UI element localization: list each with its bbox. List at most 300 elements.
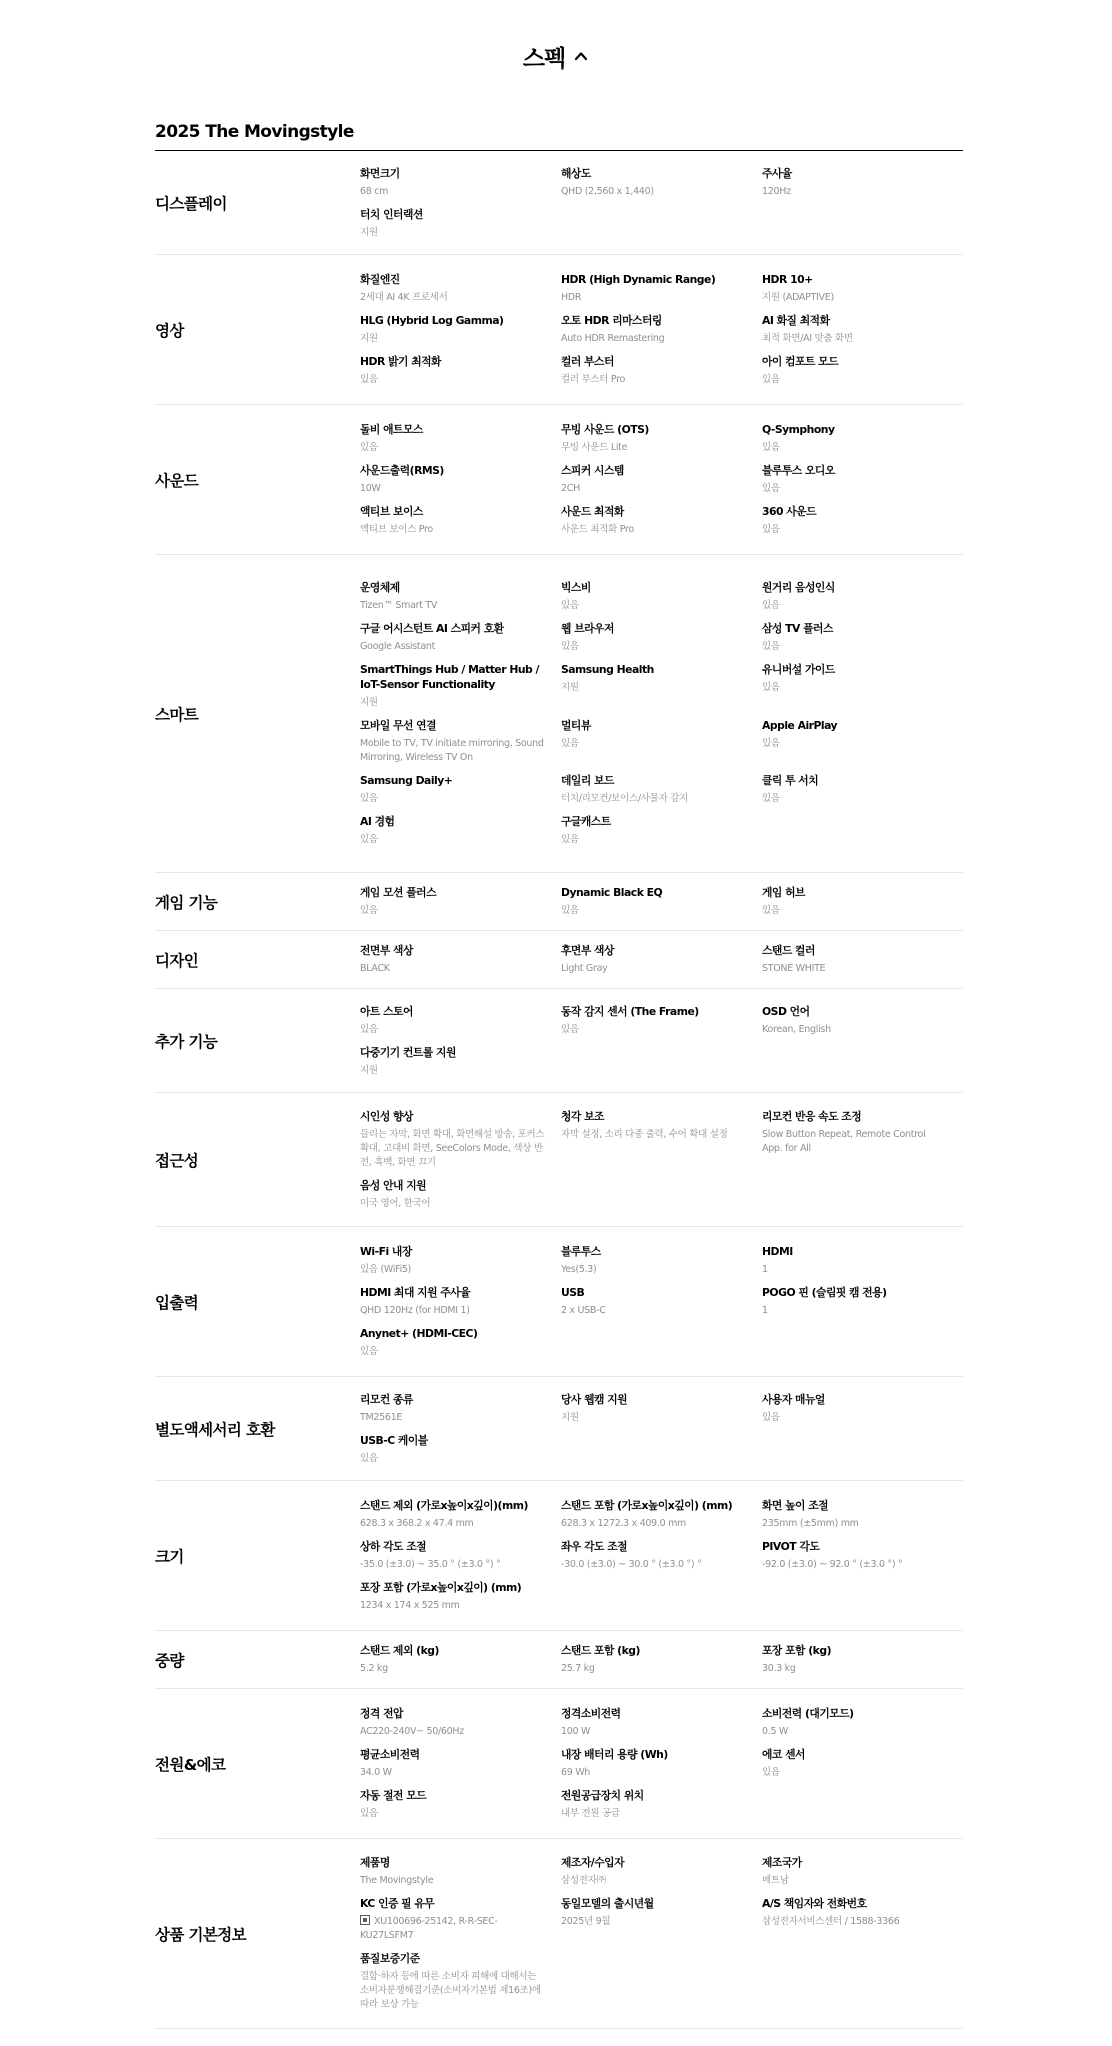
spec-label: 소비전력 (대기모드) bbox=[762, 1707, 854, 1720]
spec-item bbox=[360, 943, 561, 976]
spec-item bbox=[561, 814, 762, 847]
spec-grid bbox=[360, 935, 963, 984]
spec-label: OSD 언어 bbox=[762, 1004, 810, 1018]
category-name: 중량 bbox=[155, 1651, 184, 1670]
spec-value: QHD (2,560 x 1,440) bbox=[561, 185, 654, 197]
spec-label: 리모컨 반응 속도 조정 bbox=[762, 1109, 862, 1123]
spec-label: 동일모델의 출시년월 bbox=[561, 1897, 654, 1910]
spec-label: HDMI 최대 지원 주사율 bbox=[360, 1286, 471, 1299]
spec-value: 터치/리모컨/보이스/사물자 감지 bbox=[561, 793, 688, 804]
spec-label: 다중기기 컨트롤 지원 bbox=[360, 1045, 456, 1059]
spec-item bbox=[360, 1392, 561, 1425]
spec-item bbox=[360, 1004, 561, 1037]
spec-item bbox=[360, 166, 561, 199]
spec-item bbox=[360, 1244, 561, 1277]
spec-item bbox=[360, 1433, 561, 1466]
spec-label: Apple AirPlay bbox=[762, 719, 838, 732]
spec-value: The Movingstyle bbox=[360, 1875, 434, 1886]
spec-category bbox=[155, 931, 963, 989]
spec-label: 제조국가 bbox=[762, 1856, 802, 1869]
spec-item bbox=[561, 504, 762, 537]
spec-label: HLG (Hybrid Log Gamma) bbox=[360, 314, 504, 327]
spec-label: 평균소비전력 bbox=[360, 1748, 420, 1761]
spec-label: 리모컨 종류 bbox=[360, 1392, 413, 1406]
spec-value: Light Gray bbox=[561, 963, 608, 974]
spec-label: 정격 전압 bbox=[360, 1707, 403, 1720]
spec-label: 품질보증기준 bbox=[360, 1952, 420, 1965]
spec-item bbox=[561, 1498, 762, 1531]
spec-category bbox=[155, 989, 963, 1093]
category-name: 스마트 bbox=[155, 705, 199, 724]
spec-item bbox=[561, 1788, 762, 1821]
spec-grid bbox=[360, 877, 963, 926]
spec-item bbox=[762, 621, 960, 654]
spec-grid bbox=[360, 996, 963, 1086]
spec-label: 사운드 최적화 bbox=[561, 505, 624, 518]
kc-mark-icon bbox=[360, 1915, 370, 1925]
spec-item bbox=[360, 662, 561, 710]
spec-category bbox=[155, 1839, 963, 2029]
spec-item bbox=[762, 1004, 960, 1037]
spec-value: 지원 bbox=[360, 1064, 378, 1076]
spec-value: 120Hz bbox=[762, 185, 791, 197]
spec-item bbox=[561, 422, 762, 455]
spec-grid bbox=[360, 264, 963, 395]
spec-label: 스피커 시스템 bbox=[561, 464, 624, 477]
spec-item bbox=[360, 272, 561, 305]
spec-label: HDR 10+ bbox=[762, 273, 813, 286]
spec-label: 해상도 bbox=[561, 166, 591, 180]
spec-label: 화면크기 bbox=[360, 166, 400, 180]
spec-label: HDMI bbox=[762, 1245, 793, 1258]
spec-item bbox=[360, 504, 561, 537]
spec-value: Google Assistant bbox=[360, 641, 435, 652]
spec-item bbox=[762, 463, 960, 496]
spec-item bbox=[561, 662, 762, 710]
spec-label: 자동 절전 모드 bbox=[360, 1789, 427, 1802]
spec-label: Samsung Daily+ bbox=[360, 774, 453, 787]
spec-item bbox=[762, 166, 960, 199]
category-name: 디스플레이 bbox=[155, 194, 227, 213]
chevron-up-icon bbox=[573, 48, 589, 64]
spec-item bbox=[762, 885, 960, 918]
spec-value: 1 bbox=[762, 1264, 768, 1275]
spec-value: 베트남 bbox=[762, 1875, 789, 1886]
spec-item bbox=[561, 1285, 762, 1318]
spec-label: 화면 높이 조절 bbox=[762, 1499, 829, 1512]
spec-item bbox=[561, 272, 762, 305]
spec-value: Slow Button Repeat, Remote Control App. for All bbox=[762, 1128, 926, 1154]
spec-value: 지원 bbox=[561, 682, 579, 693]
spec-item bbox=[561, 580, 762, 613]
spec-label: 게임 모션 플러스 bbox=[360, 886, 437, 899]
spec-label: 청각 보조 bbox=[561, 1109, 604, 1123]
spec-value: -30.0 (±3.0) ~ 30.0 ° (±3.0 °) ° bbox=[561, 1559, 702, 1570]
spec-value: 69 Wh bbox=[561, 1767, 591, 1778]
spec-label: 스탠드 포함 (kg) bbox=[561, 1644, 640, 1657]
spec-value: 있음 bbox=[360, 905, 378, 916]
spec-label: 아트 스토어 bbox=[360, 1004, 413, 1018]
spec-label: 포장 포함 (kg) bbox=[762, 1644, 832, 1657]
spec-item bbox=[762, 1896, 960, 1943]
spec-item bbox=[360, 313, 561, 346]
spec-item bbox=[561, 354, 762, 387]
spec-grid bbox=[360, 572, 963, 855]
category-name: 크기 bbox=[155, 1547, 184, 1566]
spec-item bbox=[360, 1747, 561, 1780]
spec-item bbox=[360, 1326, 561, 1359]
category-name: 영상 bbox=[155, 321, 184, 340]
spec-value: 있음 bbox=[762, 524, 780, 535]
spec-label: 360 사운드 bbox=[762, 505, 817, 518]
spec-value: 있음 bbox=[762, 1411, 780, 1423]
spec-value: 0.5 W bbox=[762, 1726, 789, 1737]
category-name: 게임 기능 bbox=[155, 893, 218, 912]
spec-value: 235mm (±5mm) mm bbox=[762, 1518, 859, 1529]
spec-label: 전면부 색상 bbox=[360, 944, 413, 957]
spec-category bbox=[155, 1689, 963, 1839]
spec-value: 결함·하자 등에 따른 소비자 피해에 대해서는 소비자분쟁해결기준(소비자기본법 제16조)에 따라 보상 가능 bbox=[360, 1971, 541, 2010]
spec-label: 원거리 음성인식 bbox=[762, 581, 835, 594]
spec-value: 2 x USB-C bbox=[561, 1305, 606, 1316]
spec-label: 스탠드 컬러 bbox=[762, 944, 815, 957]
category-name: 상품 기본정보 bbox=[155, 1925, 247, 1944]
spec-value: 지원 bbox=[561, 1411, 579, 1423]
spec-value: 25.7 kg bbox=[561, 1663, 595, 1674]
spec-label: 제조자/수입자 bbox=[561, 1856, 625, 1869]
spec-label: Q-Symphony bbox=[762, 423, 835, 436]
spec-item bbox=[360, 1178, 561, 1211]
spec-grid bbox=[360, 1236, 963, 1367]
spec-value: 있음 bbox=[762, 600, 780, 611]
spec-item bbox=[561, 885, 762, 918]
spec-value: TM2561E bbox=[360, 1411, 403, 1423]
spec-item bbox=[360, 885, 561, 918]
spec-category bbox=[155, 1093, 963, 1227]
spec-label: AI 화질 최적화 bbox=[762, 314, 830, 327]
spec-value: 내부 전원 공급 bbox=[561, 1808, 620, 1819]
spec-label: 삼성 TV 플러스 bbox=[762, 622, 833, 635]
category-name: 디자인 bbox=[155, 951, 199, 970]
spec-value: 100 W bbox=[561, 1726, 591, 1737]
category-name: 별도액세서리 호환 bbox=[155, 1420, 275, 1439]
spec-value: 있음 bbox=[360, 442, 378, 453]
spec-label: AI 경험 bbox=[360, 815, 395, 828]
spec-item bbox=[360, 773, 561, 806]
spec-label: 데일리 보드 bbox=[561, 774, 614, 787]
spec-value: 있음 bbox=[360, 793, 378, 804]
spec-item bbox=[561, 1244, 762, 1277]
spec-grid bbox=[360, 1847, 963, 2020]
spec-value: 자막 설정, 소리 다중 출력, 수어 확대 설정 bbox=[561, 1128, 728, 1140]
spec-value: Mobile to TV, TV initiate mirroring, Sound Mirroring, Wireless TV On bbox=[360, 738, 544, 763]
spec-item bbox=[762, 1498, 960, 1531]
spec-value: 30.3 kg bbox=[762, 1663, 796, 1674]
spec-value: 10W bbox=[360, 483, 381, 494]
spec-grid bbox=[360, 1635, 963, 1684]
spec-item bbox=[762, 1643, 960, 1676]
spec-item bbox=[762, 1706, 960, 1739]
spec-value: 액티브 보이스 Pro bbox=[360, 524, 433, 535]
spec-item bbox=[762, 662, 960, 710]
spec-value: 들리는 자막, 화면 확대, 화면해설 방송, 포커스 확대, 고대비 화면, SeeColors Mode, 색상 반전, 흑백, 화면 끄기 bbox=[360, 1128, 545, 1168]
spec-value: QHD 120Hz (for HDMI 1) bbox=[360, 1305, 470, 1316]
spec-item bbox=[561, 1706, 762, 1739]
spec-value: Yes(5.3) bbox=[561, 1264, 597, 1275]
spec-label: 상하 각도 조절 bbox=[360, 1540, 427, 1553]
spec-label: USB-C 케이블 bbox=[360, 1433, 428, 1447]
spec-item bbox=[762, 718, 960, 765]
spec-item bbox=[762, 354, 960, 387]
spec-item bbox=[360, 1109, 561, 1170]
spec-label: 제품명 bbox=[360, 1856, 390, 1869]
spec-value: 1234 x 174 x 525 mm bbox=[360, 1600, 460, 1611]
spec-value: 있음 bbox=[762, 641, 780, 652]
spec-value: 최적 화면/AI 맞춤 화면 bbox=[762, 333, 853, 344]
spec-value: 2세대 AI 4K 프로세서 bbox=[360, 292, 448, 303]
spec-item bbox=[561, 463, 762, 496]
spec-value: 있음 bbox=[360, 374, 378, 385]
spec-toggle-button[interactable] bbox=[523, 40, 589, 73]
spec-item bbox=[360, 1706, 561, 1739]
model-name: 2025 The Movingstyle bbox=[155, 122, 963, 151]
spec-item bbox=[561, 621, 762, 654]
spec-grid bbox=[360, 1384, 963, 1474]
spec-value: 지원 bbox=[360, 226, 378, 238]
spec-label: 좌우 각도 조절 bbox=[561, 1540, 628, 1553]
spec-label: 빅스비 bbox=[561, 581, 591, 594]
spec-item bbox=[360, 463, 561, 496]
spec-value: Korean, English bbox=[762, 1023, 831, 1035]
spec-category bbox=[155, 1481, 963, 1631]
spec-item bbox=[360, 1951, 561, 2012]
spec-label: 에코 센서 bbox=[762, 1748, 805, 1761]
spec-value: 있음 bbox=[360, 1452, 378, 1464]
spec-grid bbox=[360, 414, 963, 545]
spec-table bbox=[155, 151, 963, 2029]
spec-item bbox=[762, 504, 960, 537]
spec-category bbox=[155, 405, 963, 555]
spec-category bbox=[155, 255, 963, 405]
spec-value: 5.2 kg bbox=[360, 1663, 388, 1674]
spec-label: 터치 인터랙션 bbox=[360, 207, 423, 221]
spec-value: 있음 bbox=[561, 905, 579, 916]
kc-cert-number: XU100696-25142, R-R-SEC-KU27LSFM7 bbox=[360, 1916, 498, 1941]
spec-value: 있음 bbox=[360, 1808, 378, 1819]
spec-label: Samsung Health bbox=[561, 663, 654, 676]
spec-label: 스탠드 제외 (가로x높이x깊이)(mm) bbox=[360, 1499, 528, 1512]
spec-grid bbox=[360, 1101, 963, 1219]
spec-category bbox=[155, 1377, 963, 1481]
spec-value: 미국 영어, 한국어 bbox=[360, 1197, 431, 1209]
spec-item bbox=[762, 1285, 960, 1318]
spec-value: 있음 (WiFi5) bbox=[360, 1264, 412, 1275]
spec-grid bbox=[360, 158, 963, 248]
spec-category bbox=[155, 1227, 963, 1377]
spec-category bbox=[155, 873, 963, 931]
spec-label: 내장 배터리 용량 (Wh) bbox=[561, 1748, 668, 1761]
spec-category bbox=[155, 151, 963, 255]
spec-value: 2CH bbox=[561, 483, 580, 494]
spec-label: HDR (High Dynamic Range) bbox=[561, 273, 716, 286]
spec-grid bbox=[360, 1490, 963, 1621]
spec-item bbox=[762, 1855, 960, 1888]
spec-label: 블루투스 오디오 bbox=[762, 464, 835, 477]
spec-item bbox=[360, 814, 561, 847]
spec-label: 사용자 매뉴얼 bbox=[762, 1392, 825, 1406]
spec-label: POGO 핀 (슬림핏 캠 전용) bbox=[762, 1286, 887, 1299]
spec-value: STONE WHITE bbox=[762, 963, 826, 974]
spec-label: PIVOT 각도 bbox=[762, 1540, 820, 1553]
spec-item bbox=[561, 1004, 762, 1037]
spec-label: 시인성 향상 bbox=[360, 1109, 413, 1123]
spec-value: 있음 bbox=[561, 600, 579, 611]
spec-label: 액티브 보이스 bbox=[360, 505, 423, 518]
spec-value: Auto HDR Remastering bbox=[561, 333, 665, 344]
spec-value: 있음 bbox=[762, 442, 780, 453]
category-name: 추가 기능 bbox=[155, 1032, 218, 1051]
spec-label: 클릭 투 서치 bbox=[762, 774, 819, 787]
spec-item bbox=[360, 207, 561, 240]
spec-label: 당사 웹캠 지원 bbox=[561, 1392, 628, 1406]
spec-grid bbox=[360, 1698, 963, 1829]
spec-item bbox=[360, 718, 561, 765]
spec-value: 삼성전자㈜ bbox=[561, 1875, 606, 1886]
spec-item bbox=[561, 718, 762, 765]
spec-label: 구글캐스트 bbox=[561, 815, 611, 828]
spec-label: USB bbox=[561, 1286, 585, 1299]
spec-item bbox=[561, 1855, 762, 1888]
spec-value: 삼성전자서비스센터 / 1588-3366 bbox=[762, 1916, 900, 1927]
spec-label: 무빙 사운드 (OTS) bbox=[561, 423, 649, 436]
spec-value: 있음 bbox=[561, 1023, 579, 1035]
spec-item bbox=[561, 1643, 762, 1676]
spec-item bbox=[561, 313, 762, 346]
spec-item bbox=[360, 422, 561, 455]
spec-label: 컬러 부스터 bbox=[561, 355, 614, 368]
spec-item bbox=[360, 1285, 561, 1318]
spec-label: 블루투스 bbox=[561, 1245, 601, 1258]
spec-item bbox=[360, 580, 561, 613]
spec-value: -35.0 (±3.0) ~ 35.0 ° (±3.0 °) ° bbox=[360, 1559, 501, 1570]
spec-label: Dynamic Black EQ bbox=[561, 886, 663, 899]
spec-item bbox=[561, 166, 762, 199]
spec-item bbox=[561, 1896, 762, 1943]
spec-value: 628.3 x 368.2 x 47.4 mm bbox=[360, 1518, 474, 1529]
spec-label: 정격소비전력 bbox=[561, 1707, 621, 1720]
category-name: 사운드 bbox=[155, 471, 199, 490]
spec-item bbox=[762, 1747, 960, 1780]
spec-item bbox=[360, 354, 561, 387]
spec-label: 돌비 애트모스 bbox=[360, 423, 423, 436]
spec-value: 있음 bbox=[561, 641, 579, 652]
spec-value: 있음 bbox=[762, 905, 780, 916]
spec-item bbox=[360, 1896, 561, 1943]
spec-label: 유니버설 가이드 bbox=[762, 663, 835, 676]
spec-item bbox=[561, 1747, 762, 1780]
spec-value: 사운드 최적화 Pro bbox=[561, 524, 634, 535]
spec-label: 웹 브라우저 bbox=[561, 622, 614, 635]
spec-label: 후면부 색상 bbox=[561, 944, 614, 957]
spec-label: Anynet+ (HDMI-CEC) bbox=[360, 1327, 478, 1340]
spec-label: KC 인증 필 유무 bbox=[360, 1897, 435, 1910]
spec-item bbox=[360, 1788, 561, 1821]
spec-value: 지원 (ADAPTIVE) bbox=[762, 292, 834, 303]
spec-item bbox=[360, 1580, 561, 1613]
spec-value: 34.0 W bbox=[360, 1767, 392, 1778]
spec-value: AC220-240V~ 50/60Hz bbox=[360, 1726, 464, 1737]
spec-item bbox=[762, 580, 960, 613]
spec-value: 지원 bbox=[360, 697, 378, 708]
spec-value: 있음 bbox=[360, 1346, 378, 1357]
spec-label: 구글 어시스턴트 AI 스피커 호환 bbox=[360, 622, 504, 635]
spec-value: 있음 bbox=[360, 834, 378, 845]
spec-label: 게임 허브 bbox=[762, 886, 805, 899]
spec-label: 화질엔진 bbox=[360, 273, 400, 286]
spec-value: BLACK bbox=[360, 963, 390, 974]
spec-value: 있음 bbox=[561, 834, 579, 845]
spec-value: 지원 bbox=[360, 333, 378, 344]
category-name: 전원&에코 bbox=[155, 1755, 226, 1774]
spec-label: 멀티뷰 bbox=[561, 719, 591, 732]
spec-value: 1 bbox=[762, 1305, 768, 1316]
spec-item bbox=[561, 1109, 762, 1170]
spec-value: 있음 bbox=[762, 738, 780, 749]
spec-item bbox=[762, 1244, 960, 1277]
spec-item bbox=[360, 1643, 561, 1676]
spec-item bbox=[561, 1392, 762, 1425]
spec-item bbox=[360, 1855, 561, 1888]
spec-value: 있음 bbox=[762, 682, 780, 693]
spec-label: Wi-Fi 내장 bbox=[360, 1245, 412, 1258]
spec-item bbox=[762, 1109, 960, 1170]
spec-category bbox=[155, 1631, 963, 1689]
spec-label: 운영체제 bbox=[360, 581, 400, 594]
spec-label: 아이 컴포트 모드 bbox=[762, 355, 839, 368]
spec-value: 무빙 사운드 Lite bbox=[561, 442, 628, 453]
spec-label: 전원공급장치 위치 bbox=[561, 1789, 644, 1802]
spec-value: 2025년 9월 bbox=[561, 1916, 611, 1927]
spec-item bbox=[561, 773, 762, 806]
spec-value: Tizen™ Smart TV bbox=[360, 600, 438, 611]
spec-item bbox=[762, 1392, 960, 1425]
category-name: 입출력 bbox=[155, 1293, 199, 1312]
spec-label: 음성 안내 지원 bbox=[360, 1178, 427, 1192]
spec-value: HDR bbox=[561, 292, 582, 303]
spec-label: 스탠드 제외 (kg) bbox=[360, 1644, 439, 1657]
spec-header[interactable] bbox=[0, 0, 1112, 106]
spec-item bbox=[360, 621, 561, 654]
spec-item bbox=[360, 1498, 561, 1531]
spec-title: 스펙 bbox=[522, 45, 566, 72]
spec-value: 컬러 부스터 Pro bbox=[561, 374, 625, 385]
spec-item bbox=[762, 313, 960, 346]
spec-label: 오토 HDR 리마스터링 bbox=[561, 314, 662, 327]
spec-value: 68 cm bbox=[360, 185, 389, 197]
spec-label: 동작 감지 센서 (The Frame) bbox=[561, 1004, 699, 1018]
spec-value: 있음 bbox=[762, 483, 780, 494]
spec-label: A/S 책임자와 전화번호 bbox=[762, 1897, 867, 1910]
category-name: 접근성 bbox=[155, 1151, 199, 1170]
spec-label: 주사율 bbox=[762, 166, 792, 180]
spec-item bbox=[561, 1539, 762, 1572]
spec-label: 스탠드 포함 (가로x높이x깊이) (mm) bbox=[561, 1499, 733, 1512]
spec-item bbox=[762, 272, 960, 305]
spec-value: 있음 bbox=[360, 1023, 378, 1035]
spec-value: 있음 bbox=[762, 1767, 780, 1778]
spec-item bbox=[561, 943, 762, 976]
spec-category bbox=[155, 555, 963, 873]
